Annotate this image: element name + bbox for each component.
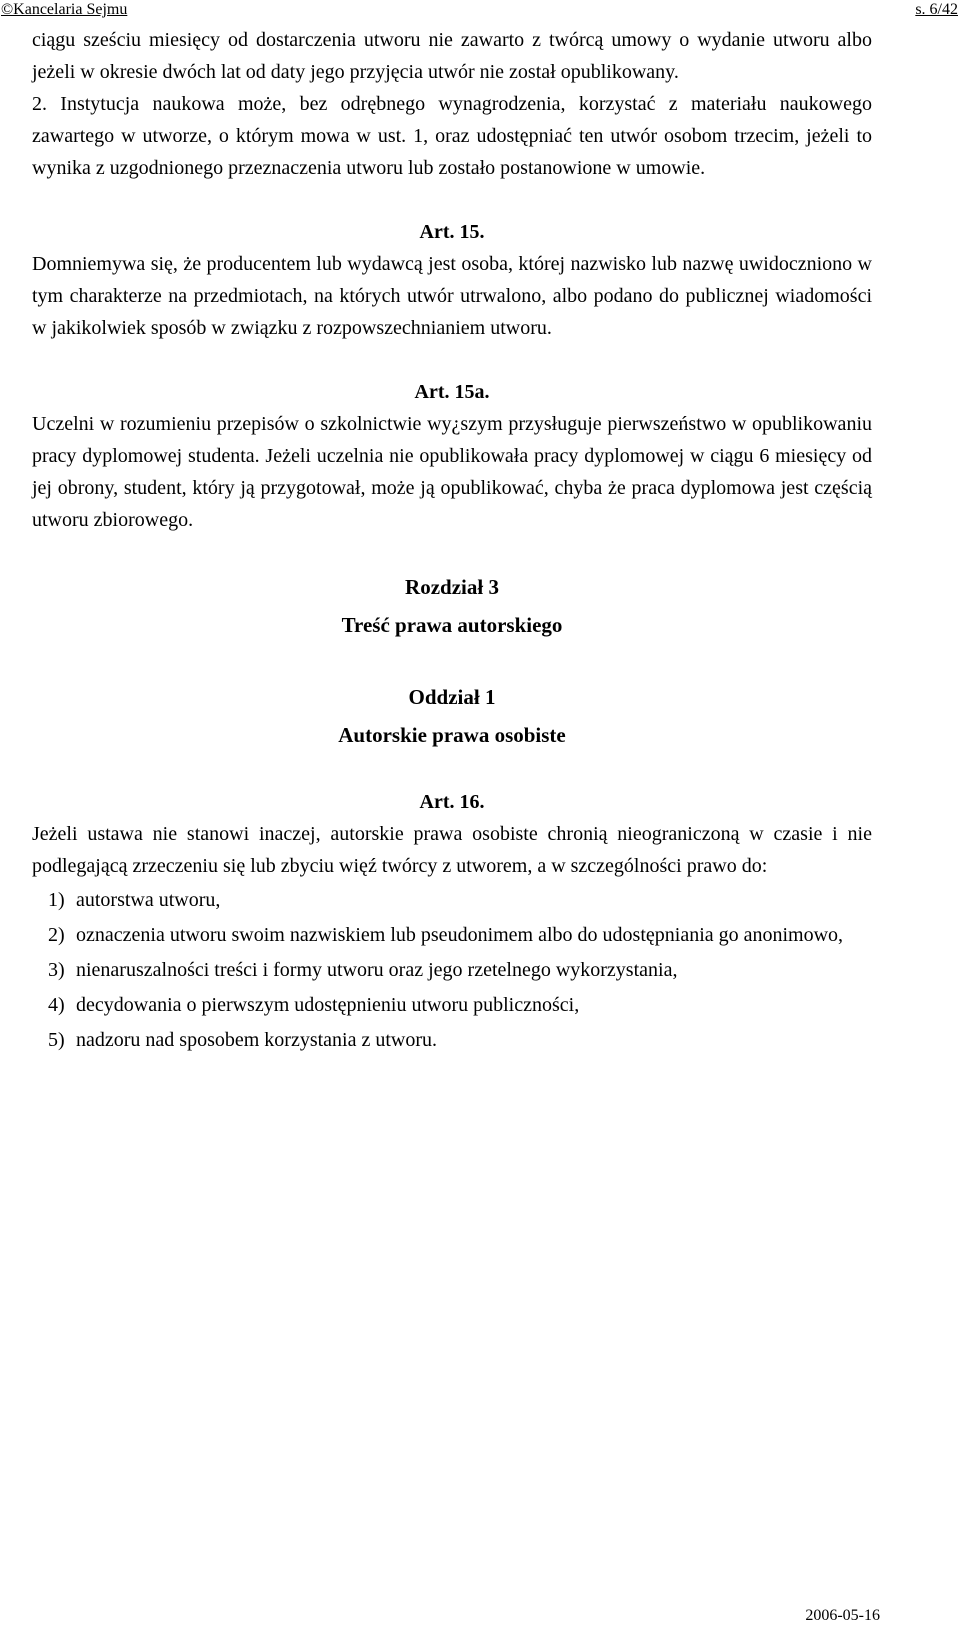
list-item-number: 5) [48, 1029, 65, 1051]
article-15-title: Art. 15. [419, 221, 485, 243]
list-item-text: autorstwa utworu, [76, 889, 221, 911]
page-number: s. 6/42 [915, 1, 958, 18]
article-16-list [32, 885, 872, 1055]
list-item-number: 4) [48, 994, 65, 1016]
list-item-text: oznaczenia utworu swoim nazwiskiem lub pseudonimem albo do udostępniania go anonimowo, [76, 924, 844, 946]
page-header [0, 0, 960, 20]
list-item [48, 1025, 872, 1055]
list-item-text: nadzoru nad sposobem korzystania z utworu. [76, 1029, 438, 1051]
article-16-text: Jeżeli ustawa nie stanowi inaczej, autorskie prawa osobiste chronią nieograniczoną w czasie i nie podlegającą zrzeczeniu się lub zbyciu więź twórcy z utworem, a w szczególności prawo do: [32, 823, 872, 877]
list-item-text: decydowania o pierwszym udostępnieniu utworu publiczności, [76, 994, 580, 1016]
article-15a-title: Art. 15a. [414, 381, 490, 403]
list-item-number: 2) [48, 924, 65, 946]
article-15a-text: Uczelni w rozumieniu przepisów o szkolnictwie wy¿szym przysługuje pierwszeństwo w opublikowaniu pracy dyplomowej studenta. Jeżeli uczelnia nie opublikowała pracy dyplomowej w ciągu 6 miesięcy od jej obrony, student, który ją przygotował, może ją opublikować, chyba że praca dyplomowa jest częścią utworu zbiorowego. [32, 413, 872, 531]
list-item-number: 3) [48, 959, 65, 981]
list-item [48, 955, 872, 985]
publisher-label: ©Kancelaria Sejmu [1, 1, 128, 18]
paragraph-2: 2. Instytucja naukowa może, bez odrębnego wynagrodzenia, korzystać z materiału naukowego zawartego w utworze, o którym mowa w ust. 1, oraz udostępniać ten utwór osobom trzecim, jeżeli to wynika z uzgodnionego przeznaczenia utworu lub zostało postanowione w umowie. [32, 93, 872, 179]
list-item-number: 1) [48, 889, 65, 911]
chapter-number: Rozdział 3 [405, 575, 499, 599]
section-number: Oddział 1 [408, 685, 496, 709]
list-item-text: nienaruszalności treści i formy utworu oraz jego rzetelnego wykorzystania, [76, 959, 678, 981]
list-item [48, 990, 872, 1020]
chapter-title: Treść prawa autorskiego [341, 613, 563, 637]
list-item [48, 920, 872, 950]
continuation-paragraph: ciągu sześciu miesięcy od dostarczenia utworu nie zawarto z twórcą umowy o wydanie utworu albo jeżeli w okresie dwóch lat od daty jego przyjęcia utwór nie został opublikowany. [32, 29, 872, 83]
list-item [48, 885, 872, 915]
article-16-title: Art. 16. [419, 791, 485, 813]
article-15-text: Domniemywa się, że producentem lub wydawcą jest osoba, której nazwisko lub nazwę uwidoczniono w tym charakterze na przedmiotach, na których utwór utrwalono, albo podano do publicznej wiadomości w jakikolwiek sposób w związku z rozpowszechnianiem utworu. [32, 253, 872, 339]
document-body [32, 24, 872, 1060]
section-title: Autorskie prawa osobiste [338, 723, 566, 747]
footer-date: 2006-05-16 [805, 1607, 880, 1624]
